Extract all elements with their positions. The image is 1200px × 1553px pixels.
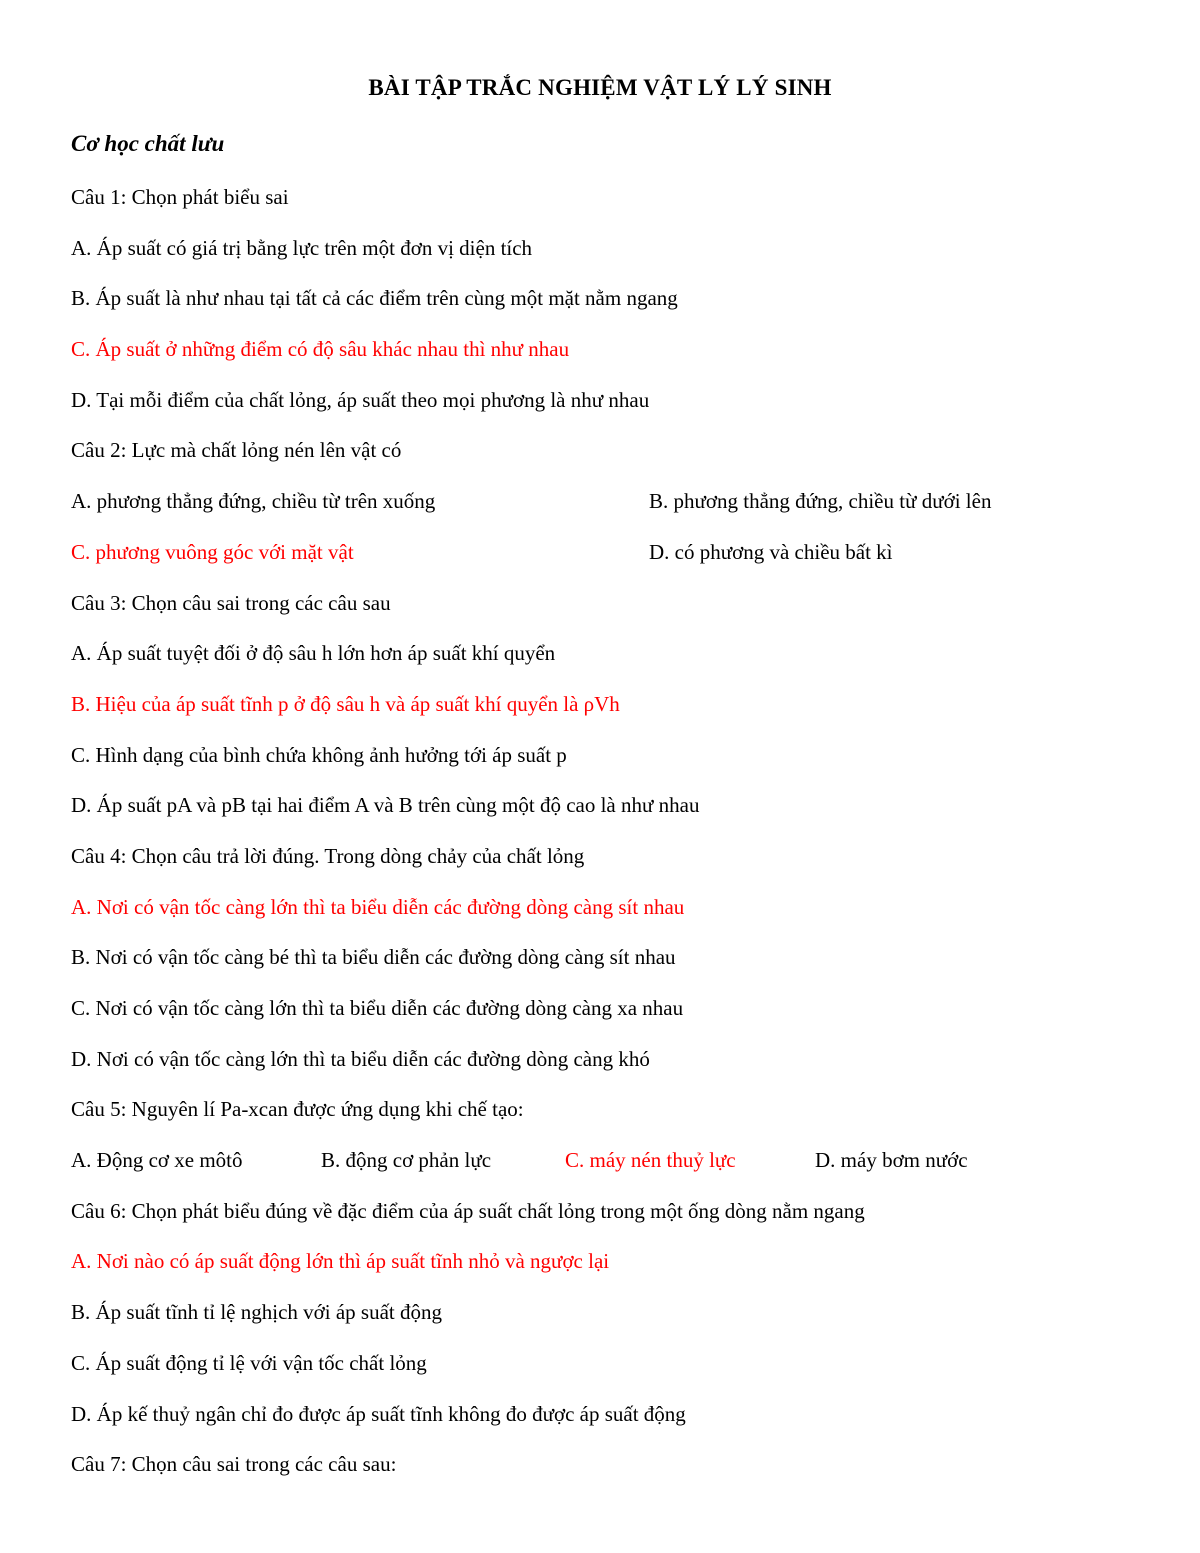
q3-option-c: C. Hình dạng của bình chứa không ảnh hưởng tới áp suất p [71, 742, 567, 767]
q3-option-d: D. Áp suất pA và pB tại hai điểm A và B trên cùng một độ cao là như nhau [71, 793, 700, 818]
q3-option-b-correct: B. Hiệu của áp suất tĩnh p ở độ sâu h và áp suất khí quyển là ρVh [71, 691, 620, 716]
q1-option-d: D. Tại mỗi điểm của chất lỏng, áp suất theo mọi phương là như nhau [71, 387, 650, 412]
question-7: Câu 7: Chọn câu sai trong các câu sau: [71, 1452, 397, 1477]
question-list [71, 181, 1140, 1499]
question-5: Câu 5: Nguyên lí Pa-xcan được ứng dụng khi chế tạo: [71, 1097, 524, 1122]
section-heading: Cơ học chất lưu [71, 131, 225, 156]
question-4: Câu 4: Chọn câu trả lời đúng. Trong dòng chảy của chất lỏng [71, 843, 585, 868]
q6-option-d: D. Áp kế thuỷ ngân chỉ đo được áp suất tĩnh không đo được áp suất động [71, 1401, 686, 1426]
q2-option-c-correct: C. phương vuông góc với mặt vật [71, 539, 354, 564]
q4-option-c: C. Nơi có vận tốc càng lớn thì ta biểu diễn các đường dòng càng xa nhau [71, 996, 684, 1020]
q1-option-c-correct: C. Áp suất ở những điểm có độ sâu khác nhau thì như nhau [71, 337, 570, 362]
q6-option-a-correct: A. Nơi nào có áp suất động lớn thì áp suất tĩnh nhỏ và ngược lại [71, 1249, 610, 1274]
q2-options-row-1 [71, 485, 1140, 536]
q4-option-b: B. Nơi có vận tốc càng bé thì ta biểu diễn các đường dòng càng sít nhau [71, 945, 676, 970]
q5-option-d: D. máy bơm nước [815, 1148, 968, 1173]
question-1: Câu 1: Chọn phát biểu sai [71, 185, 289, 209]
q5-option-a: A. Động cơ xe môtô [71, 1148, 243, 1173]
q2-option-a: A. phương thẳng đứng, chiều từ trên xuống [71, 489, 436, 514]
question-6: Câu 6: Chọn phát biểu đúng về đặc điểm của áp suất chất lỏng trong một ống dòng nằm ngang [71, 1198, 865, 1223]
q6-option-c: C. Áp suất động tỉ lệ với vận tốc chất lỏng [71, 1350, 427, 1375]
q6-option-b: B. Áp suất tĩnh tỉ lệ nghịch với áp suất động [71, 1300, 442, 1325]
question-2: Câu 2: Lực mà chất lỏng nén lên vật có [71, 438, 402, 463]
q5-options-row [71, 1144, 1140, 1195]
q1-option-a: A. Áp suất có giá trị bằng lực trên một đơn vị diện tích [71, 235, 533, 260]
q5-option-b: B. động cơ phản lực [321, 1148, 492, 1173]
q2-option-d: D. có phương và chiều bất kì [649, 539, 893, 564]
q1-option-b: B. Áp suất là như nhau tại tất cả các điểm trên cùng một mặt nằm ngang [71, 286, 678, 311]
q4-option-a-correct: A. Nơi có vận tốc càng lớn thì ta biểu diễn các đường dòng càng sít nhau [71, 894, 685, 919]
question-3: Câu 3: Chọn câu sai trong các câu sau [71, 590, 391, 615]
q3-option-a: A. Áp suất tuyệt đối ở độ sâu h lớn hơn áp suất khí quyển [71, 641, 556, 666]
q5-option-c-correct: C. máy nén thuỷ lực [565, 1148, 736, 1173]
q4-option-d: D. Nơi có vận tốc càng lớn thì ta biểu diễn các đường dòng càng khó [71, 1046, 650, 1071]
q2-option-b: B. phương thẳng đứng, chiều từ dưới lên [649, 489, 992, 514]
q2-options-row-2 [71, 536, 1140, 587]
document-title: BÀI TẬP TRẮC NGHIỆM VẬT LÝ LÝ SINH [368, 75, 832, 100]
